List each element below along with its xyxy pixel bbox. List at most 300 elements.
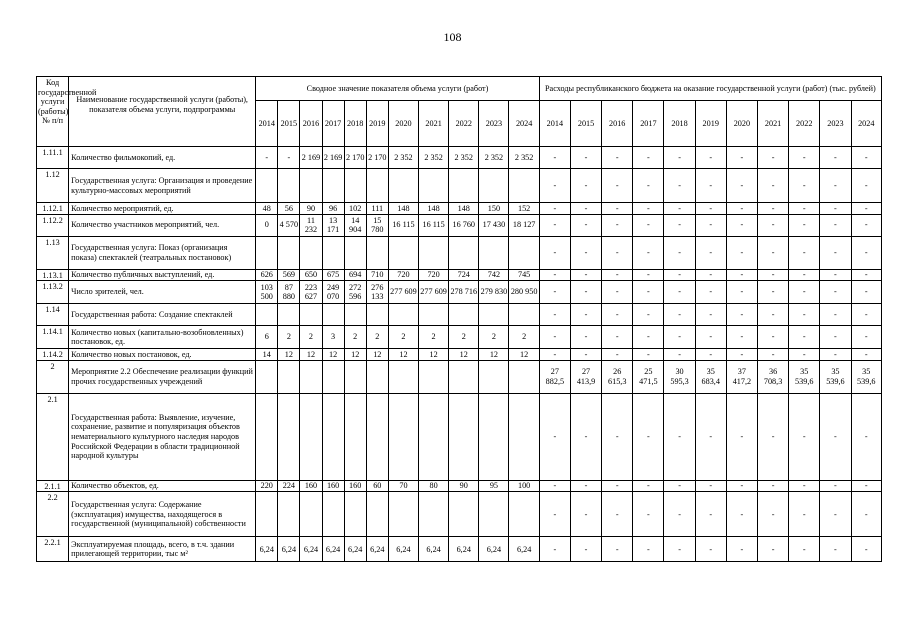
- table-row: [37, 304, 882, 326]
- volume-value-cell: 272 596: [344, 281, 366, 304]
- expense-value-cell: -: [851, 326, 882, 349]
- expense-value-cell: -: [789, 269, 820, 281]
- expense-value-cell: 25 471,5: [633, 360, 664, 393]
- expense-value-cell: -: [602, 269, 633, 281]
- volume-value-cell: 48: [256, 203, 278, 215]
- table-body: [37, 147, 882, 562]
- expense-value-cell: -: [695, 203, 726, 215]
- volume-year-header: 2016: [300, 101, 322, 147]
- row-code: 2.2: [37, 492, 69, 537]
- volume-value-cell: 0: [256, 214, 278, 236]
- volume-value-cell: 278 716: [449, 281, 479, 304]
- volume-value-cell: [449, 236, 479, 269]
- volume-value-cell: 675: [322, 269, 344, 281]
- volume-value-cell: [479, 304, 509, 326]
- expense-value-cell: -: [851, 480, 882, 492]
- row-code: 2.1: [37, 393, 69, 480]
- expense-value-cell: -: [789, 214, 820, 236]
- row-code: 1.14.1: [37, 326, 69, 349]
- volume-year-header: 2021: [419, 101, 449, 147]
- expense-value-cell: -: [820, 281, 851, 304]
- expense-value-cell: -: [664, 537, 695, 562]
- expense-value-cell: -: [539, 147, 570, 169]
- volume-value-cell: 249 070: [322, 281, 344, 304]
- expense-value-cell: -: [539, 281, 570, 304]
- expense-value-cell: -: [633, 492, 664, 537]
- expense-year-header: 2021: [757, 101, 788, 147]
- expense-value-cell: -: [726, 304, 757, 326]
- table-row: [37, 492, 882, 537]
- volume-value-cell: 2: [509, 326, 539, 349]
- volume-value-cell: 102: [344, 203, 366, 215]
- expense-value-cell: 37 417,2: [726, 360, 757, 393]
- row-name: Государственная работа: Выявление, изучение, сохранение, развитие и популяризация объектов нематериального культурного наследия народов Российской Федерации в области традиционной народной культуры: [69, 393, 256, 480]
- expense-value-cell: -: [726, 393, 757, 480]
- expense-value-cell: -: [539, 393, 570, 480]
- expense-value-cell: -: [570, 492, 601, 537]
- expense-value-cell: -: [789, 393, 820, 480]
- expense-value-cell: -: [570, 203, 601, 215]
- expense-value-cell: -: [820, 269, 851, 281]
- volume-value-cell: 694: [344, 269, 366, 281]
- volume-value-cell: [509, 492, 539, 537]
- expense-year-header: 2024: [851, 101, 882, 147]
- volume-value-cell: 80: [419, 480, 449, 492]
- volume-value-cell: [509, 236, 539, 269]
- expense-value-cell: -: [633, 480, 664, 492]
- volume-value-cell: [449, 169, 479, 203]
- expense-value-cell: -: [664, 326, 695, 349]
- expense-value-cell: -: [789, 236, 820, 269]
- expense-value-cell: -: [726, 349, 757, 361]
- expense-value-cell: -: [570, 236, 601, 269]
- expense-value-cell: -: [664, 147, 695, 169]
- volume-value-cell: [366, 360, 388, 393]
- volume-value-cell: [344, 492, 366, 537]
- volume-value-cell: 12: [449, 349, 479, 361]
- volume-value-cell: [322, 492, 344, 537]
- expense-value-cell: -: [695, 214, 726, 236]
- volume-value-cell: [322, 236, 344, 269]
- volume-year-header: 2015: [278, 101, 300, 147]
- volume-value-cell: 4 570: [278, 214, 300, 236]
- volume-value-cell: [344, 393, 366, 480]
- volume-value-cell: 2: [300, 326, 322, 349]
- volume-value-cell: 6,24: [278, 537, 300, 562]
- expense-value-cell: -: [820, 169, 851, 203]
- volume-value-cell: [256, 169, 278, 203]
- volume-value-cell: 224: [278, 480, 300, 492]
- volume-value-cell: [388, 236, 418, 269]
- volume-value-cell: 6,24: [479, 537, 509, 562]
- volume-value-cell: [300, 304, 322, 326]
- expense-value-cell: -: [570, 393, 601, 480]
- expense-value-cell: -: [602, 537, 633, 562]
- row-name: Количество публичных выступлений, ед.: [69, 269, 256, 281]
- volume-value-cell: [449, 492, 479, 537]
- expense-value-cell: -: [570, 169, 601, 203]
- volume-value-cell: [509, 169, 539, 203]
- table-row: [37, 214, 882, 236]
- expense-value-cell: -: [757, 492, 788, 537]
- volume-value-cell: [366, 236, 388, 269]
- volume-year-header: 2017: [322, 101, 344, 147]
- volume-value-cell: 148: [388, 203, 418, 215]
- expense-value-cell: -: [539, 169, 570, 203]
- volume-value-cell: 103 500: [256, 281, 278, 304]
- expense-value-cell: -: [570, 281, 601, 304]
- volume-value-cell: [256, 236, 278, 269]
- volume-value-cell: 11 232: [300, 214, 322, 236]
- expense-value-cell: -: [633, 537, 664, 562]
- expense-value-cell: -: [820, 480, 851, 492]
- volume-value-cell: 6,24: [256, 537, 278, 562]
- volume-value-cell: 12: [479, 349, 509, 361]
- expense-value-cell: -: [757, 236, 788, 269]
- expense-value-cell: -: [539, 269, 570, 281]
- expense-value-cell: -: [602, 147, 633, 169]
- volume-value-cell: 277 609: [419, 281, 449, 304]
- expense-value-cell: -: [820, 147, 851, 169]
- volume-value-cell: 710: [366, 269, 388, 281]
- volume-value-cell: 16 115: [419, 214, 449, 236]
- expense-value-cell: -: [664, 214, 695, 236]
- volume-value-cell: [449, 304, 479, 326]
- volume-value-cell: 2: [388, 326, 418, 349]
- volume-value-cell: [278, 492, 300, 537]
- table-row: [37, 269, 882, 281]
- page-number: 108: [443, 30, 462, 44]
- expense-value-cell: -: [851, 304, 882, 326]
- expense-value-cell: -: [851, 169, 882, 203]
- volume-value-cell: [509, 304, 539, 326]
- volume-value-cell: [344, 360, 366, 393]
- expense-value-cell: -: [633, 203, 664, 215]
- table-row: [37, 480, 882, 492]
- row-name: Количество мероприятий, ед.: [69, 203, 256, 215]
- volume-value-cell: 745: [509, 269, 539, 281]
- expense-value-cell: -: [664, 269, 695, 281]
- volume-value-cell: [509, 360, 539, 393]
- row-code: 2.1.1: [37, 480, 69, 492]
- expense-value-cell: -: [695, 480, 726, 492]
- volume-value-cell: [300, 236, 322, 269]
- expense-value-cell: -: [602, 203, 633, 215]
- volume-value-cell: 3: [322, 326, 344, 349]
- expense-value-cell: -: [851, 147, 882, 169]
- expense-value-cell: -: [789, 492, 820, 537]
- row-code: 2: [37, 360, 69, 393]
- expense-value-cell: -: [820, 537, 851, 562]
- expense-value-cell: -: [664, 281, 695, 304]
- table-row: [37, 349, 882, 361]
- volume-value-cell: 6,24: [419, 537, 449, 562]
- expense-value-cell: -: [539, 326, 570, 349]
- volume-value-cell: 160: [322, 480, 344, 492]
- expense-value-cell: -: [602, 281, 633, 304]
- volume-value-cell: [366, 492, 388, 537]
- expense-value-cell: -: [695, 169, 726, 203]
- volume-value-cell: [322, 360, 344, 393]
- expense-value-cell: -: [726, 214, 757, 236]
- expense-value-cell: -: [633, 281, 664, 304]
- expense-value-cell: -: [570, 214, 601, 236]
- volume-value-cell: 17 430: [479, 214, 509, 236]
- volume-value-cell: 160: [300, 480, 322, 492]
- volume-value-cell: 95: [479, 480, 509, 492]
- expense-value-cell: -: [602, 304, 633, 326]
- row-name: Государственная услуга: Организация и проведение культурно-массовых мероприятий: [69, 169, 256, 203]
- volume-value-cell: 720: [419, 269, 449, 281]
- volume-value-cell: [300, 169, 322, 203]
- volume-value-cell: [300, 393, 322, 480]
- expense-value-cell: -: [851, 281, 882, 304]
- expense-year-header: 2016: [602, 101, 633, 147]
- volume-year-header: 2019: [366, 101, 388, 147]
- expense-value-cell: -: [664, 236, 695, 269]
- volume-value-cell: 14 904: [344, 214, 366, 236]
- expense-value-cell: -: [633, 236, 664, 269]
- expense-value-cell: -: [851, 214, 882, 236]
- volume-value-cell: 2 170: [344, 147, 366, 169]
- volume-value-cell: [479, 236, 509, 269]
- volume-value-cell: [509, 393, 539, 480]
- volume-value-cell: 2 352: [388, 147, 418, 169]
- row-name: Количество объектов, ед.: [69, 480, 256, 492]
- volume-year-header: 2023: [479, 101, 509, 147]
- expense-value-cell: -: [695, 326, 726, 349]
- volume-value-cell: [344, 169, 366, 203]
- volume-value-cell: [419, 304, 449, 326]
- expense-value-cell: -: [695, 281, 726, 304]
- volume-value-cell: 277 609: [388, 281, 418, 304]
- expense-value-cell: -: [695, 349, 726, 361]
- expense-value-cell: -: [789, 203, 820, 215]
- expense-value-cell: -: [726, 537, 757, 562]
- volume-value-cell: 2 352: [479, 147, 509, 169]
- volume-value-cell: 2: [479, 326, 509, 349]
- header-code: Код государственной услуги (работы) № п/п: [37, 77, 69, 147]
- expense-value-cell: 27 882,5: [539, 360, 570, 393]
- expense-value-cell: -: [695, 236, 726, 269]
- expense-year-header: 2022: [789, 101, 820, 147]
- expense-value-cell: -: [820, 326, 851, 349]
- volume-value-cell: 220: [256, 480, 278, 492]
- volume-value-cell: [278, 393, 300, 480]
- volume-value-cell: 720: [388, 269, 418, 281]
- volume-value-cell: 150: [479, 203, 509, 215]
- volume-value-cell: 148: [449, 203, 479, 215]
- expense-value-cell: 26 615,3: [602, 360, 633, 393]
- header-volume: Сводное значение показателя объема услуги (работ): [256, 77, 540, 101]
- expense-value-cell: -: [539, 349, 570, 361]
- volume-year-header: 2022: [449, 101, 479, 147]
- expense-value-cell: -: [789, 326, 820, 349]
- volume-value-cell: [278, 169, 300, 203]
- table-row: [37, 393, 882, 480]
- expense-value-cell: -: [570, 147, 601, 169]
- table-row: [37, 147, 882, 169]
- volume-value-cell: 276 133: [366, 281, 388, 304]
- expense-value-cell: -: [820, 349, 851, 361]
- volume-value-cell: 2 170: [366, 147, 388, 169]
- expense-value-cell: -: [757, 304, 788, 326]
- expense-value-cell: -: [570, 304, 601, 326]
- expense-value-cell: -: [757, 393, 788, 480]
- row-code: 1.12.1: [37, 203, 69, 215]
- expense-value-cell: -: [726, 147, 757, 169]
- row-code: 1.11.1: [37, 147, 69, 169]
- expense-value-cell: -: [757, 169, 788, 203]
- volume-value-cell: [256, 304, 278, 326]
- volume-value-cell: 15 780: [366, 214, 388, 236]
- expense-value-cell: -: [633, 269, 664, 281]
- volume-value-cell: [419, 169, 449, 203]
- row-name: Государственная работа: Создание спектаклей: [69, 304, 256, 326]
- expense-value-cell: -: [820, 304, 851, 326]
- volume-value-cell: [388, 304, 418, 326]
- expense-value-cell: -: [789, 537, 820, 562]
- expense-year-header: 2020: [726, 101, 757, 147]
- expense-value-cell: 27 413,9: [570, 360, 601, 393]
- table-row: [37, 236, 882, 269]
- row-name: Количество новых постановок, ед.: [69, 349, 256, 361]
- volume-year-header: 2014: [256, 101, 278, 147]
- expense-value-cell: -: [602, 214, 633, 236]
- table-row: [37, 326, 882, 349]
- volume-value-cell: [322, 393, 344, 480]
- expense-value-cell: -: [757, 537, 788, 562]
- volume-value-cell: 6: [256, 326, 278, 349]
- volume-value-cell: [256, 393, 278, 480]
- header-expense: Расходы республиканского бюджета на оказание государственной услуги (работ) (тыс. рублей): [539, 77, 881, 101]
- expense-value-cell: 35 539,6: [820, 360, 851, 393]
- expense-value-cell: -: [851, 349, 882, 361]
- volume-value-cell: 2: [278, 326, 300, 349]
- expense-value-cell: -: [789, 147, 820, 169]
- expense-value-cell: -: [726, 269, 757, 281]
- expense-value-cell: -: [789, 169, 820, 203]
- volume-value-cell: 2: [344, 326, 366, 349]
- volume-value-cell: 6,24: [322, 537, 344, 562]
- row-code: 1.14.2: [37, 349, 69, 361]
- volume-value-cell: 13 171: [322, 214, 344, 236]
- expense-value-cell: -: [757, 349, 788, 361]
- volume-value-cell: 6,24: [449, 537, 479, 562]
- volume-value-cell: 111: [366, 203, 388, 215]
- expense-value-cell: -: [664, 349, 695, 361]
- volume-value-cell: 724: [449, 269, 479, 281]
- volume-value-cell: 16 760: [449, 214, 479, 236]
- volume-value-cell: [388, 393, 418, 480]
- expense-value-cell: -: [820, 203, 851, 215]
- expense-value-cell: -: [851, 236, 882, 269]
- volume-value-cell: [278, 304, 300, 326]
- volume-value-cell: 2 352: [449, 147, 479, 169]
- expense-value-cell: -: [820, 214, 851, 236]
- expense-value-cell: -: [726, 236, 757, 269]
- volume-value-cell: [449, 360, 479, 393]
- expense-value-cell: -: [664, 203, 695, 215]
- volume-value-cell: 650: [300, 269, 322, 281]
- volume-value-cell: 18 127: [509, 214, 539, 236]
- row-code: 1.13: [37, 236, 69, 269]
- volume-value-cell: 12: [388, 349, 418, 361]
- volume-value-cell: 87 880: [278, 281, 300, 304]
- expense-value-cell: -: [664, 492, 695, 537]
- expense-value-cell: 35 683,4: [695, 360, 726, 393]
- volume-value-cell: 2 169: [300, 147, 322, 169]
- expense-value-cell: -: [757, 203, 788, 215]
- expense-value-cell: 35 539,6: [851, 360, 882, 393]
- volume-value-cell: [449, 393, 479, 480]
- volume-value-cell: [256, 492, 278, 537]
- volume-value-cell: 160: [344, 480, 366, 492]
- expense-value-cell: -: [602, 492, 633, 537]
- budget-table: [36, 76, 882, 562]
- expense-value-cell: -: [602, 480, 633, 492]
- row-code: 1.12: [37, 169, 69, 203]
- expense-value-cell: -: [695, 393, 726, 480]
- row-name: Эксплуатируемая площадь, всего, в т.ч. здании прилегающей территории, тыс м²: [69, 537, 256, 562]
- volume-value-cell: [388, 169, 418, 203]
- expense-value-cell: -: [851, 393, 882, 480]
- volume-value-cell: [388, 360, 418, 393]
- volume-value-cell: 152: [509, 203, 539, 215]
- expense-value-cell: -: [789, 281, 820, 304]
- expense-value-cell: -: [695, 269, 726, 281]
- expense-value-cell: -: [726, 326, 757, 349]
- volume-value-cell: 12: [300, 349, 322, 361]
- volume-year-header: 2020: [388, 101, 418, 147]
- volume-value-cell: -: [256, 147, 278, 169]
- expense-value-cell: -: [789, 304, 820, 326]
- row-name: Количество фильмокопий, ед.: [69, 147, 256, 169]
- expense-value-cell: -: [726, 480, 757, 492]
- volume-value-cell: 280 950: [509, 281, 539, 304]
- volume-value-cell: [256, 360, 278, 393]
- expense-year-header: 2018: [664, 101, 695, 147]
- expense-value-cell: -: [851, 537, 882, 562]
- expense-year-header: 2023: [820, 101, 851, 147]
- expense-value-cell: -: [757, 269, 788, 281]
- expense-value-cell: -: [726, 169, 757, 203]
- volume-value-cell: 223 627: [300, 281, 322, 304]
- expense-value-cell: -: [757, 147, 788, 169]
- volume-value-cell: 100: [509, 480, 539, 492]
- row-name: Количество новых (капитально-возобновленных) постановок, ед.: [69, 326, 256, 349]
- expense-value-cell: -: [539, 492, 570, 537]
- expense-value-cell: -: [726, 492, 757, 537]
- expense-value-cell: -: [820, 393, 851, 480]
- expense-value-cell: -: [539, 537, 570, 562]
- expense-year-header: 2015: [570, 101, 601, 147]
- expense-value-cell: -: [570, 349, 601, 361]
- volume-value-cell: 2 352: [509, 147, 539, 169]
- expense-value-cell: -: [726, 281, 757, 304]
- expense-value-cell: -: [695, 492, 726, 537]
- volume-value-cell: [479, 360, 509, 393]
- expense-value-cell: -: [664, 304, 695, 326]
- volume-value-cell: 2: [419, 326, 449, 349]
- table-header: [37, 77, 882, 147]
- row-name: Число зрителей, чел.: [69, 281, 256, 304]
- volume-value-cell: [278, 360, 300, 393]
- expense-value-cell: -: [757, 326, 788, 349]
- expense-value-cell: -: [570, 269, 601, 281]
- expense-value-cell: -: [570, 480, 601, 492]
- row-name: Государственная услуга: Содержание (эксплуатация) имущества, находящегося в государственной (муниципальной) собственности: [69, 492, 256, 537]
